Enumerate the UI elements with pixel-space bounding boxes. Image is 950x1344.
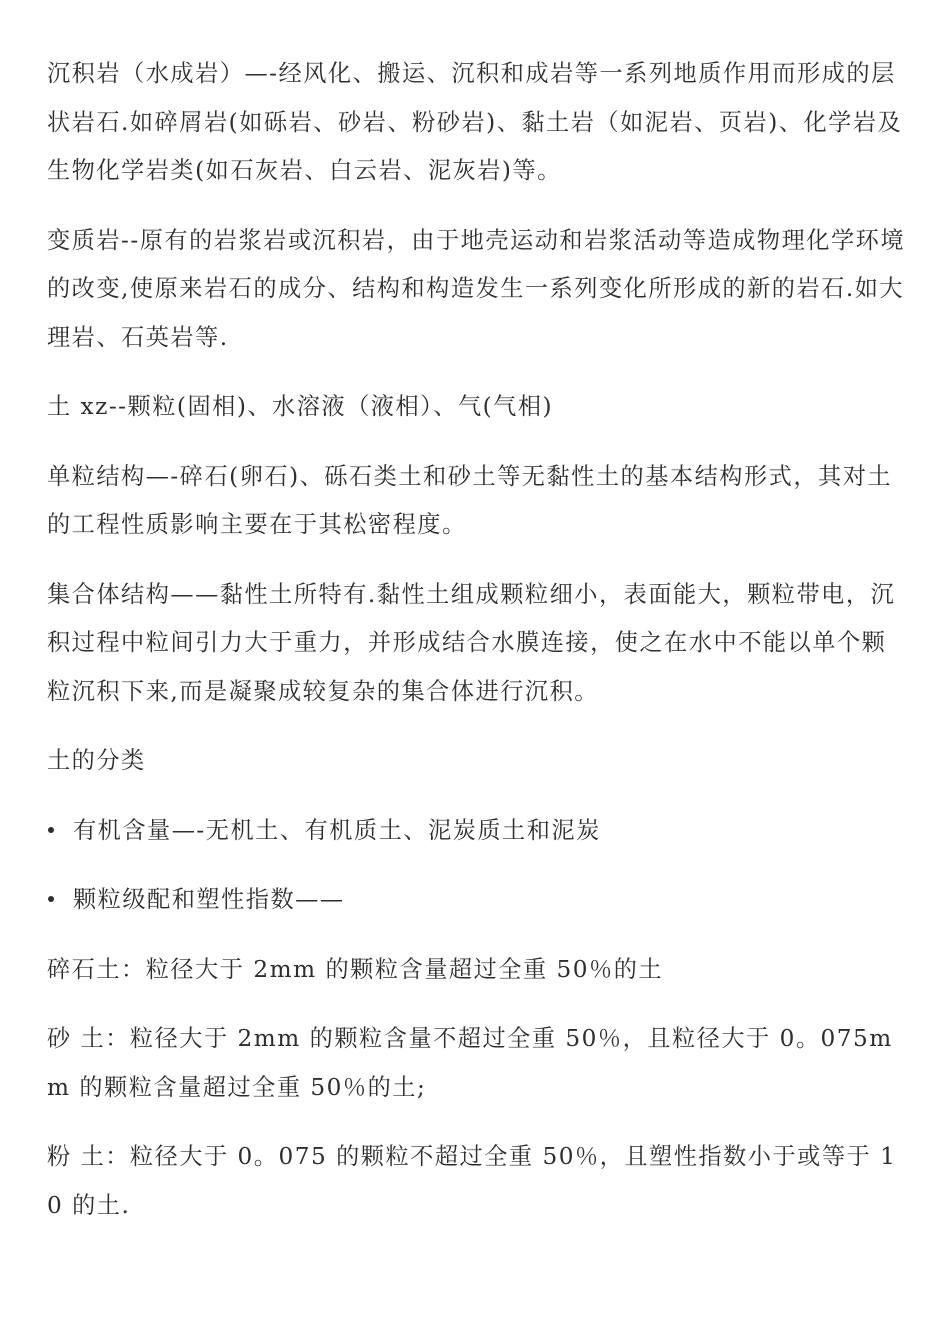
paragraph-sedimentary-rock: 沉积岩（水成岩）—-经风化、搬运、沉积和成岩等一系列地质作用而形成的层状岩石.如碎屑岩(如砾岩、砂岩、粉砂岩)、黏土岩（如泥岩、页岩)、化学岩及生物化学岩类(如石灰岩、白云岩、泥灰岩)等。: [47, 60, 903, 184]
section-heading-soil-classification: 土的分类: [47, 747, 146, 774]
definition-silt-soil: 粉 土：粒径大于 0。075 的颗粒不超过全重 50％，且塑性指数小于或等于 10 的土.: [47, 1143, 897, 1219]
list-item: [47, 807, 907, 856]
bullet-icon: [47, 807, 73, 856]
document-body: [47, 50, 907, 1251]
definition-sand-soil: 砂 土：粒径大于 2mm 的颗粒含量不超过全重 50％，且粒径大于 0。075mm 的颗粒含量超过全重 50％的土;: [47, 1025, 893, 1101]
bullet-icon: [47, 876, 73, 925]
paragraph-metamorphic-rock: 变质岩--原有的岩浆岩或沉积岩，由于地壳运动和岩浆活动等造成物理化学环境的改变,使原来岩石的成分、结构和构造发生一系列变化所形成的新的岩石.如大理岩、石英岩等.: [47, 226, 906, 351]
paragraph-soil-phases: 土 xz--颗粒(固相)、水溶液（液相）、气(气相): [47, 393, 554, 420]
list-item-text: 颗粒级配和塑性指数——: [73, 886, 345, 913]
paragraph-aggregate-structure: 集合体结构——黏性土所特有.黏性土组成颗粒细小，表面能大，颗粒带电，沉积过程中粒间引力大于重力，并形成结合水膜连接，使之在水中不能以单个颗粒沉积下来,而是凝聚成较复杂的集合体进行沉积。: [47, 580, 896, 705]
list-item: [47, 876, 907, 925]
definition-gravel-soil: 碎石土：粒径大于 2mm 的颗粒含量超过全重 50％的土: [47, 955, 664, 983]
list-item-text: 有机含量—-无机土、有机质土、泥炭质土和泥炭: [73, 816, 601, 844]
paragraph-single-grain-structure: 单粒结构—-碎石(卵石)、砾石类土和砂土等无黏性土的基本结构形式，其对土的工程性质影响主要在于其松密程度。: [47, 462, 893, 538]
